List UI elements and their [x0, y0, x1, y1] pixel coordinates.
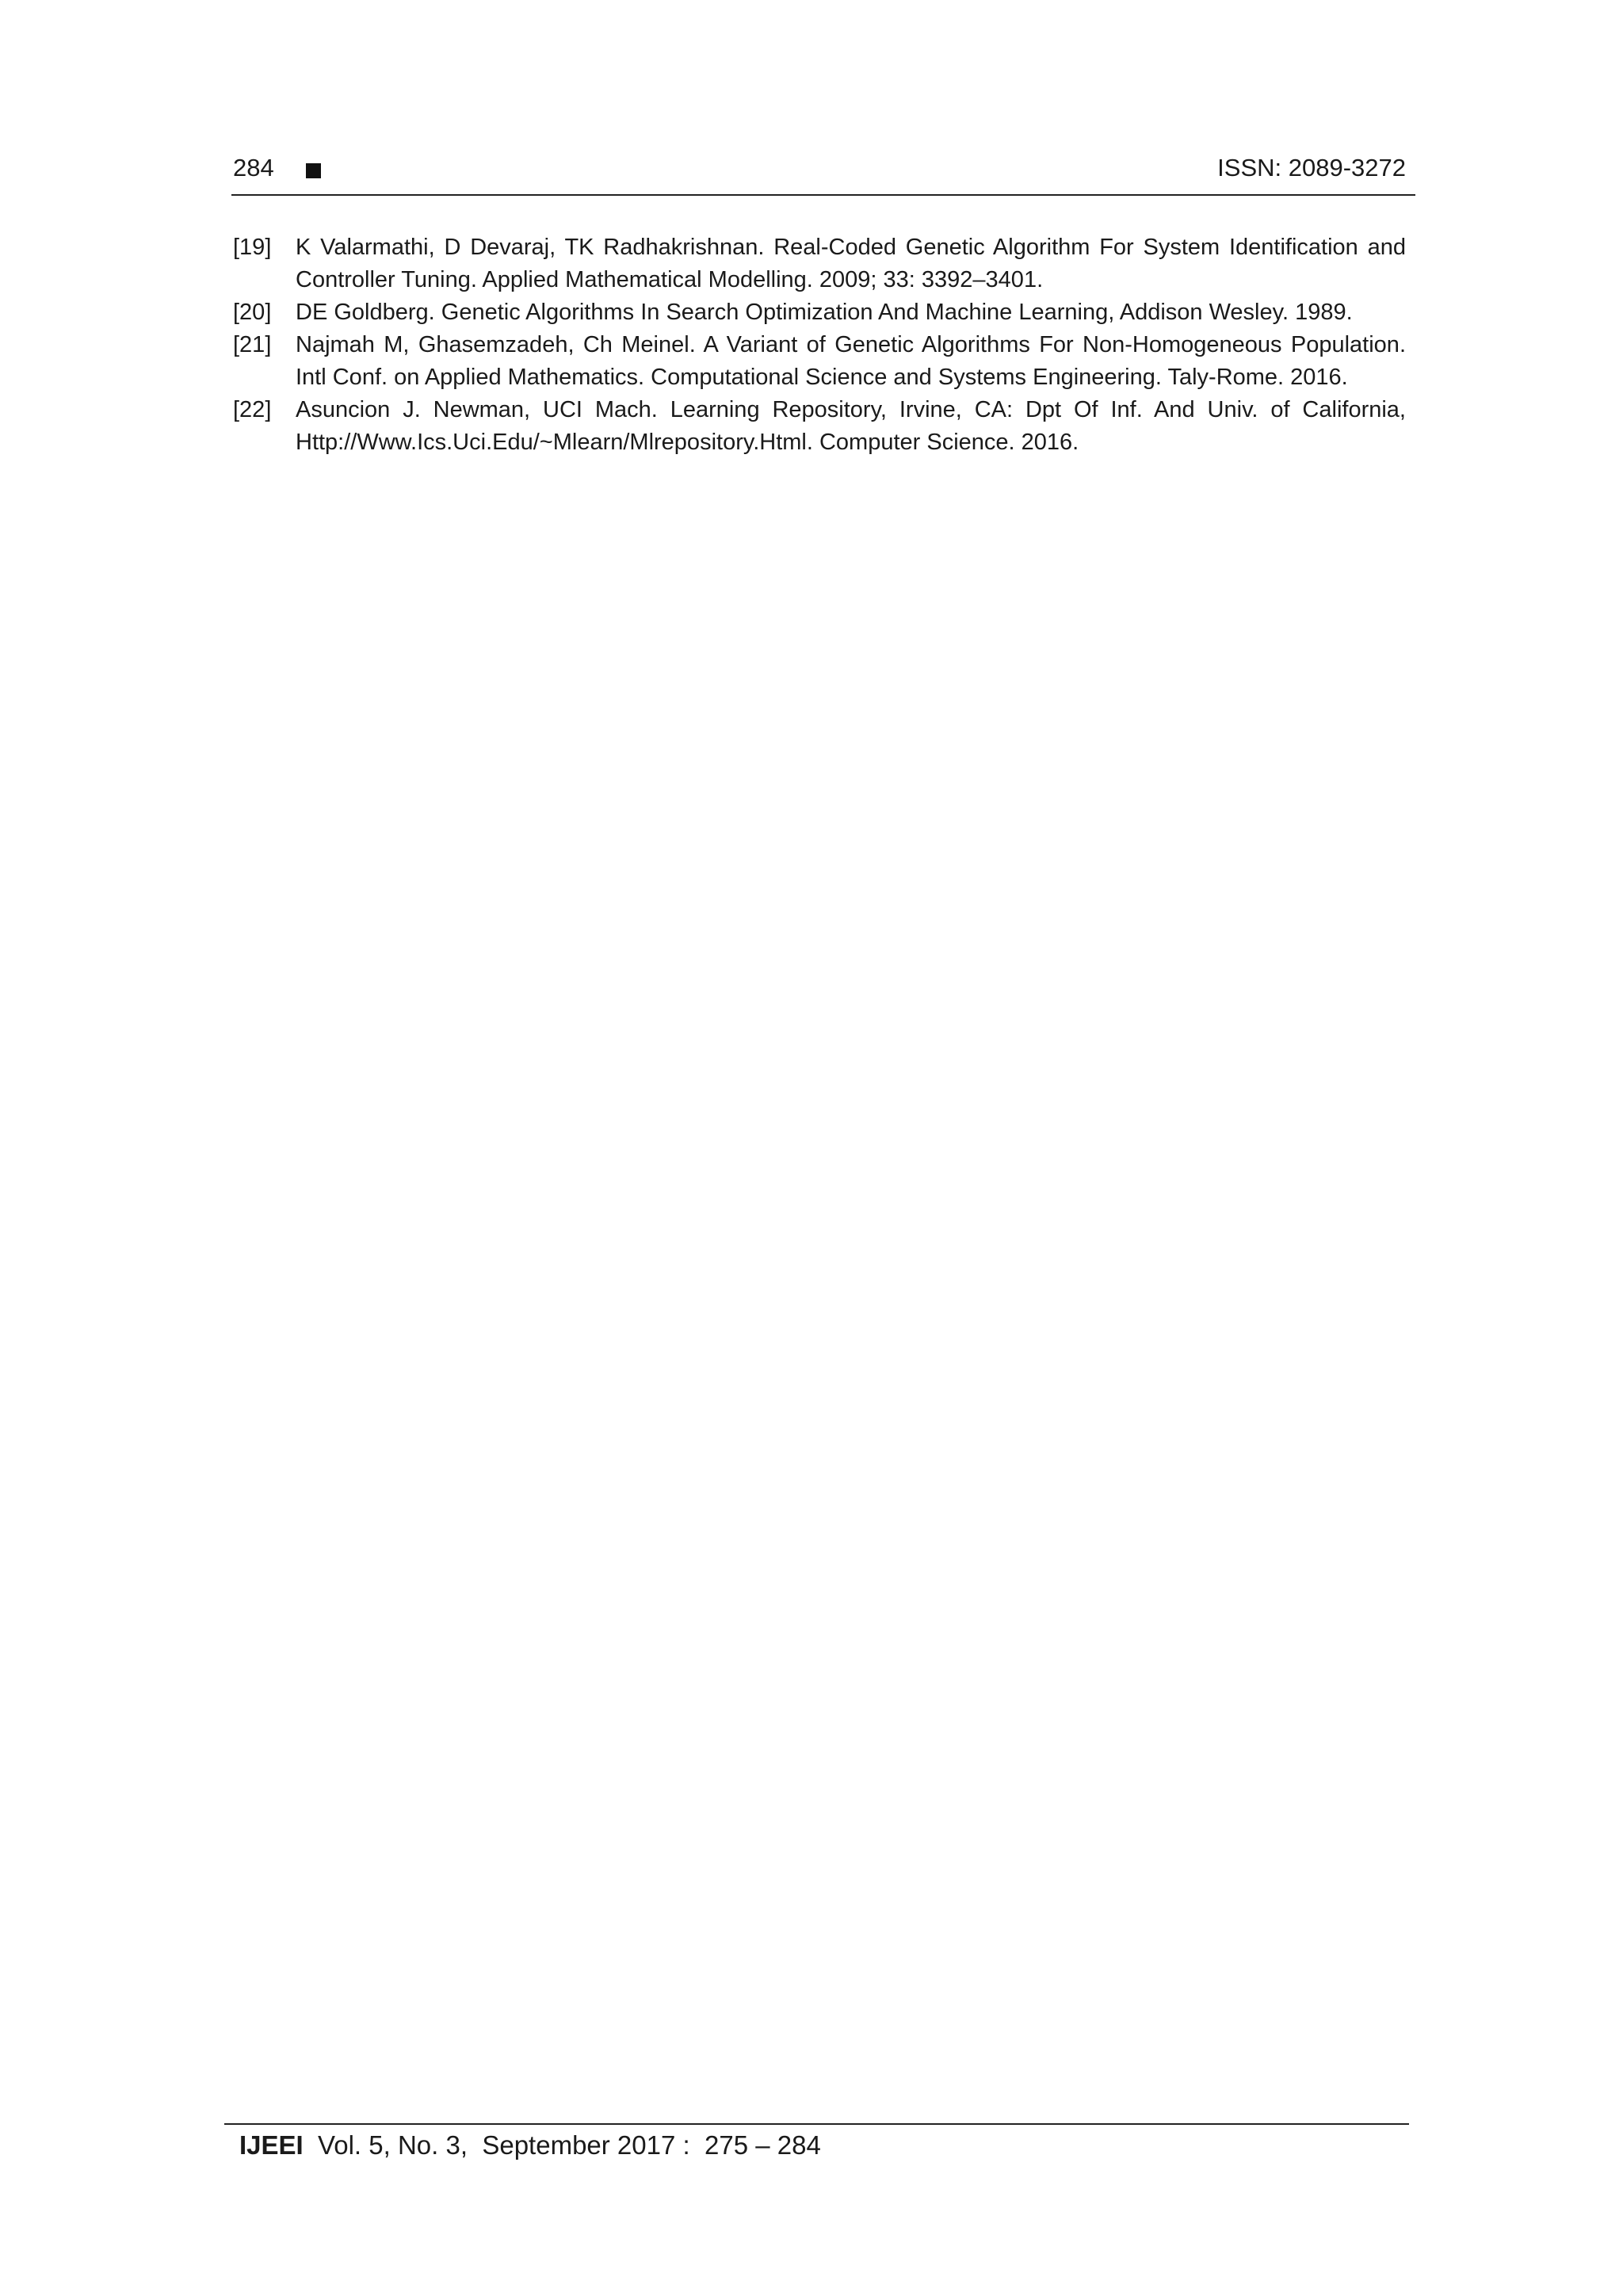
reference-text: Najmah M, Ghasemzadeh, Ch Meinel. A Variant of Genetic Algorithms For Non-Homogeneous Population. Intl Conf. on Applied Mathematics. Computational Science and Systems Engineering. Taly-Rome. 2016. — [296, 332, 1406, 390]
page-number: 284 — [233, 154, 274, 181]
reference-item — [233, 394, 1406, 459]
page-header — [233, 151, 1406, 189]
reference-number: [19] — [233, 235, 272, 260]
reference-number: [21] — [233, 332, 272, 357]
reference-number: [20] — [233, 300, 272, 325]
reference-item — [233, 296, 1406, 329]
reference-item — [233, 329, 1406, 394]
square-bullet-icon — [306, 163, 321, 178]
issn-label: ISSN: 2089-3272 — [1217, 154, 1406, 181]
header-divider — [231, 194, 1415, 196]
reference-text: Asuncion J. Newman, UCI Mach. Learning Repository, Irvine, CA: Dpt Of Inf. And Univ. of California, Http://Www.Ics.Uci.Edu/~Mlearn/Mlrepository.Html. Computer Science. 2016. — [296, 397, 1406, 455]
footer-divider — [224, 2123, 1409, 2125]
reference-text: DE Goldberg. Genetic Algorithms In Search Optimization And Machine Learning, Addison Wesley. 1989. — [296, 300, 1353, 325]
reference-number: [22] — [233, 397, 272, 422]
page-footer — [239, 2130, 821, 2160]
reference-item — [233, 231, 1406, 296]
journal-abbreviation: IJEEI — [239, 2130, 304, 2160]
journal-citation: Vol. 5, No. 3, September 2017 : 275 – 284 — [303, 2130, 821, 2160]
reference-text: K Valarmathi, D Devaraj, TK Radhakrishnan. Real-Coded Genetic Algorithm For System Identification and Controller Tuning. Applied Mathematical Modelling. 2009; 33: 3392–3401. — [296, 235, 1406, 292]
reference-list — [233, 231, 1406, 459]
